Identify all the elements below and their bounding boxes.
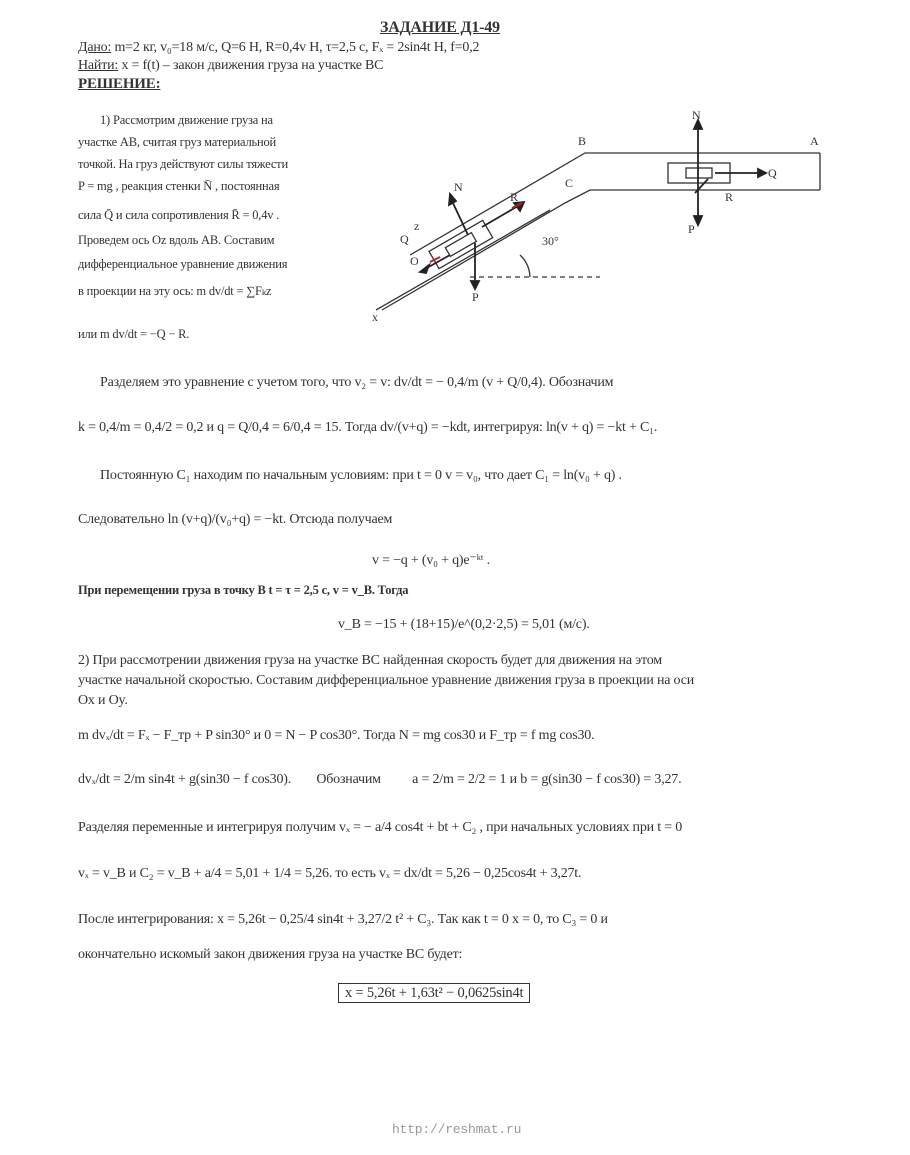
part1-line: 1) Рассмотрим движение груза на bbox=[100, 113, 273, 127]
label-r-horizontal: R bbox=[725, 190, 734, 204]
eq2-mid: Обозначим bbox=[316, 772, 381, 787]
part2-line: Ox и Oy. bbox=[78, 693, 128, 708]
given-row bbox=[78, 40, 479, 56]
constant-line: Постоянную C₁ находим по начальным условиям: при t = 0 v = v₀, что дает C₁ = ln(v₀ + q) . bbox=[100, 468, 622, 483]
label-a: A bbox=[810, 134, 819, 148]
part1-line: в проекции на эту ось: m dv/dt = ∑Fₖz bbox=[78, 284, 272, 298]
page-title: ЗАДАНИЕ Д1-49 bbox=[380, 19, 500, 36]
eq2-left: dvₓ/dt = 2/m sin4t + g(sin30 − f cos30). bbox=[78, 772, 292, 787]
part1-line: Проведем ось Oz вдоль AB. Составим bbox=[78, 233, 275, 247]
part1-line: дифференциальное уравнение движения bbox=[78, 257, 288, 271]
label-q-horizontal: Q bbox=[768, 166, 777, 180]
equation-of-motion: m dvₓ/dt = Fₓ − F_тр + P sin30° и 0 = N − P cos30°. Тогда N = mg cos30 и F_тр = f mg cos30. bbox=[78, 728, 595, 743]
given-text: m=2 кг, v₀=18 м/с, Q=6 Н, R=0,4v Н, τ=2,5 с, Fₓ = 2sin4t Н, f=0,2 bbox=[114, 40, 480, 55]
label-p-incline: P bbox=[472, 290, 479, 304]
label-r-incline: R bbox=[510, 190, 519, 204]
arrival-line: При перемещении груза в точку B t = τ = 2,5 с, v = v_B. Тогда bbox=[78, 583, 409, 597]
find-row bbox=[78, 58, 383, 74]
find-text: x = f(t) – закон движения груза на участке BC bbox=[121, 58, 384, 73]
part2-line: 2) При рассмотрении движения груза на участке BC найденная скорость будет для движения на этом bbox=[78, 653, 662, 668]
label-z: z bbox=[414, 219, 420, 233]
separation-line-1: Разделяем это уравнение с учетом того, что v₂ = v: dv/dt = − 0,4/m (v + Q/0,4). Обозначим bbox=[100, 375, 614, 390]
part2-line: участке начальной скоростью. Составим дифференциальное уравнение движения груза в проекции на оси bbox=[78, 673, 695, 688]
angle-arc bbox=[520, 255, 530, 277]
equation-reduced bbox=[78, 772, 681, 788]
final-law-intro: окончательно искомый закон движения груза на участке BC будет: bbox=[78, 947, 463, 962]
part1-line: точкой. На груз действуют силы тяжести bbox=[78, 157, 288, 171]
label-n-horizontal: N bbox=[692, 108, 701, 122]
label-n-incline: N bbox=[454, 180, 463, 194]
find-label: Найти: bbox=[78, 58, 119, 73]
integration-line: Разделяя переменные и интегрируя получим vₓ = − a/4 cos4t + bt + C₂ , при начальных условиях при t = 0 bbox=[78, 820, 683, 835]
solution-label: РЕШЕНИЕ: bbox=[78, 76, 161, 92]
label-p-horizontal: P bbox=[688, 222, 695, 236]
label-angle: 30° bbox=[542, 234, 559, 248]
force-n-incline bbox=[452, 201, 468, 235]
inclined-plane-diagram bbox=[370, 105, 840, 325]
force-f-horizontal bbox=[695, 179, 708, 193]
final-answer-box: x = 5,26t + 1,63t² − 0,0625sin4t bbox=[338, 983, 530, 1003]
eq2-right: a = 2/m = 2/2 = 1 и b = g(sin30 − f cos30) = 3,27. bbox=[412, 772, 682, 787]
label-q-incline: Q bbox=[400, 232, 409, 246]
part1-line: или m dv/dt = −Q − R. bbox=[78, 327, 190, 341]
consequently-line: Следовательно ln (v+q)/(v₀+q) = −kt. Отсюда получаем bbox=[78, 512, 393, 527]
given-label: Дано: bbox=[78, 40, 112, 55]
vb-formula: v_B = −15 + (18+15)/e^(0,2·2,5) = 5,01 (м/с). bbox=[338, 617, 590, 632]
label-c: C bbox=[565, 176, 574, 190]
footer-url[interactable]: http://reshmat.ru bbox=[392, 1122, 522, 1137]
label-b: B bbox=[578, 134, 587, 148]
separation-line-2: k = 0,4/m = 0,4/2 = 0,2 и q = Q/0,4 = 6/0,4 = 15. Тогда dv/(v+q) = −kdt, интегрируя: ln(v + q) = −kt + C₁. bbox=[78, 420, 658, 435]
velocity-formula: v = −q + (v₀ + q)e⁻ᵏᵗ . bbox=[372, 553, 490, 568]
after-integration-line: После интегрирования: x = 5,26t − 0,25/4 sin4t + 3,27/2 t² + C₃. Так как t = 0 x = 0, то C₃ = 0 и bbox=[78, 912, 608, 927]
part1-line: участке AB, считая груз материальной bbox=[78, 135, 277, 149]
initial-conditions-line: vₓ = v_B и C₂ = v_B + a/4 = 5,01 + 1/4 = 5,26. то есть vₓ = dx/dt = 5,26 − 0,25cos4t + 3,27t. bbox=[78, 866, 582, 881]
part1-line: P = mg , реакция стенки N̄ , постоянная bbox=[78, 179, 280, 193]
channel-lower-edge bbox=[382, 190, 820, 310]
label-o: O bbox=[410, 254, 419, 268]
part1-line: сила Q̄ и сила сопротивления R̄ = 0,4v . bbox=[78, 208, 280, 222]
label-x: x bbox=[372, 310, 378, 324]
